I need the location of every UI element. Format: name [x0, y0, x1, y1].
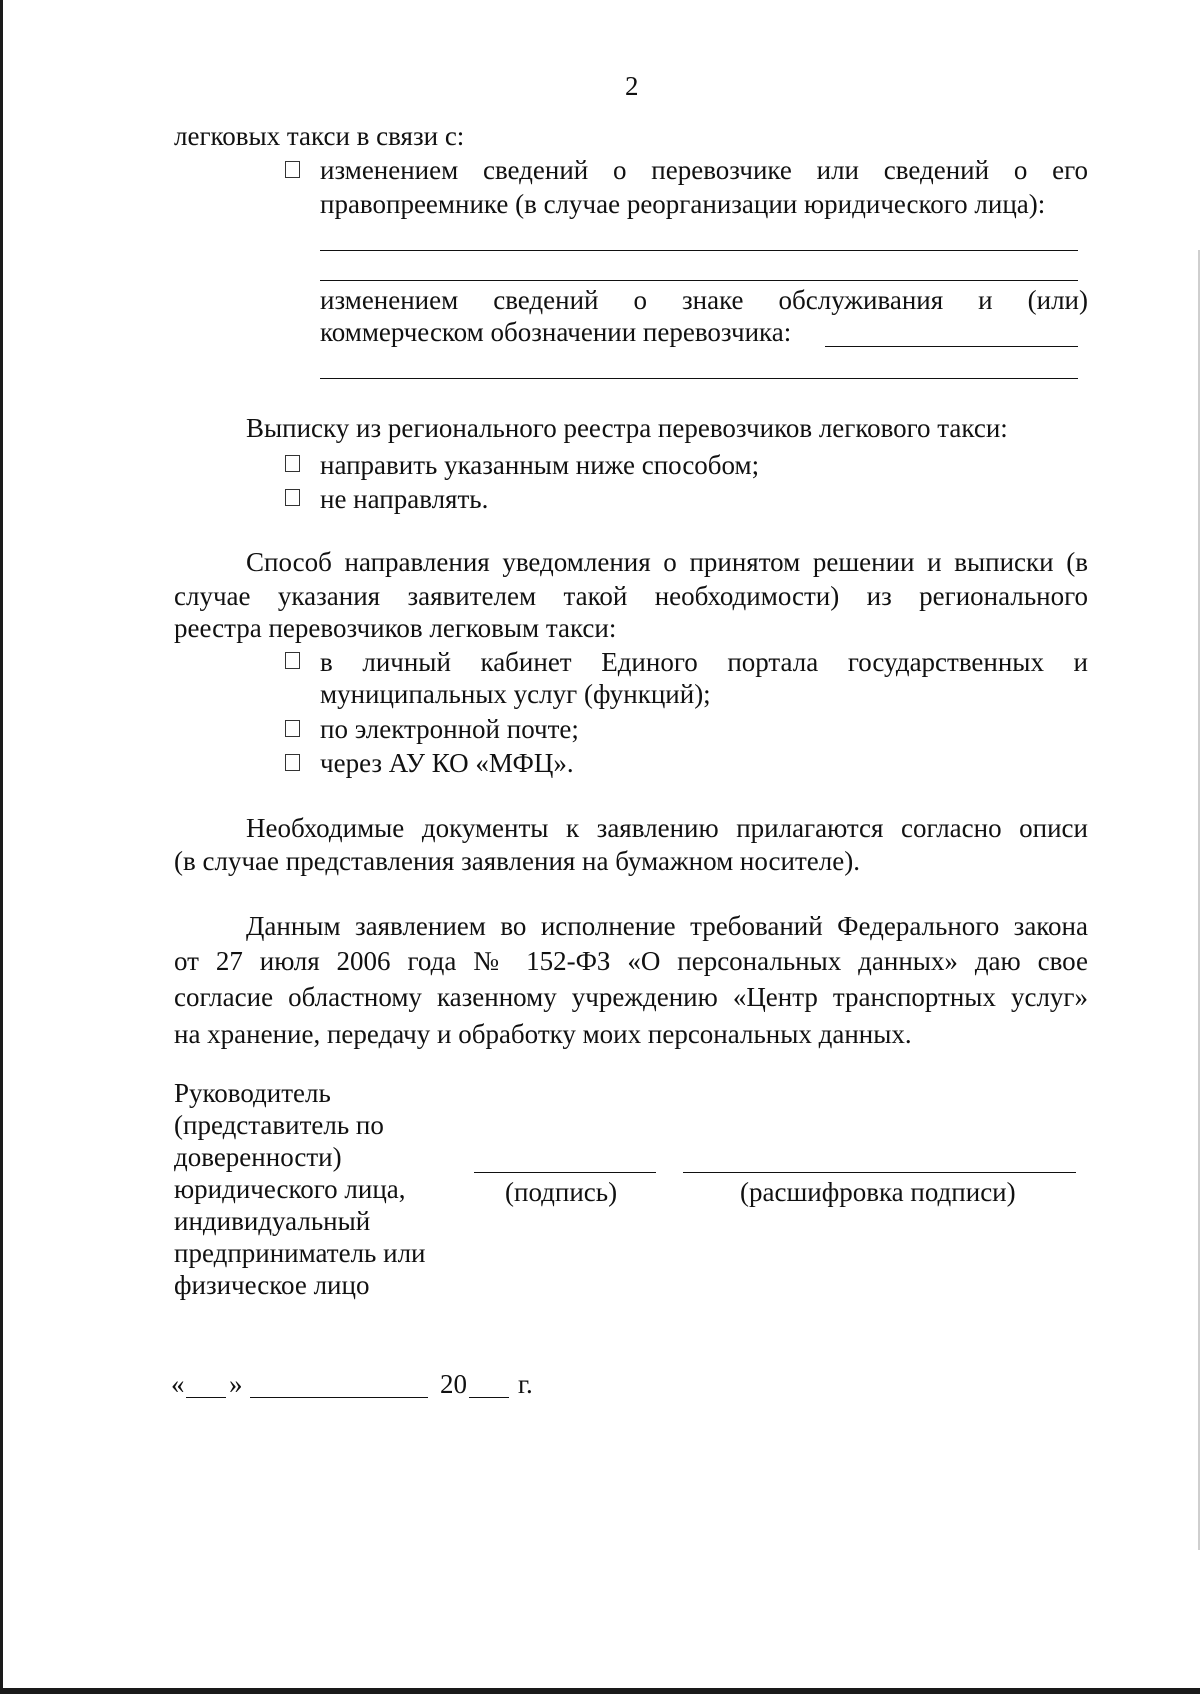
page-number: 2 [625, 71, 639, 101]
checkbox-delivery-email[interactable] [285, 720, 300, 737]
change-carrier-line2: правопреемнике (в случае реорганизации юридического лица): [320, 189, 1046, 219]
scan-edge-left [0, 0, 3, 1694]
signer-line-5: индивидуальный [174, 1206, 371, 1236]
delivery-option-mfc: через АУ КО «МФЦ». [320, 748, 574, 778]
date-month-field[interactable] [250, 1397, 428, 1398]
signer-line-3: доверенности) [174, 1142, 342, 1172]
change-carrier-blank-1[interactable] [320, 250, 1078, 251]
checkbox-delivery-mfc[interactable] [285, 754, 300, 771]
checkbox-extract-send[interactable] [285, 455, 300, 472]
consent-line4: на хранение, передачу и обработку моих персональных данных. [174, 1019, 912, 1049]
signature-decoding-field[interactable] [683, 1172, 1076, 1173]
change-mark-line2: коммерческом обозначении перевозчика: [320, 317, 792, 347]
signature-field[interactable] [474, 1172, 656, 1173]
date-year-prefix: 20 [440, 1369, 467, 1399]
signature-caption: (подпись) [505, 1177, 618, 1207]
signer-line-4: юридического лица, [174, 1174, 406, 1204]
date-year-field[interactable] [469, 1397, 509, 1398]
delivery-line1: Способ направления уведомления о принятом решении и выписки (в [246, 547, 1088, 577]
extract-option-send: направить указанным ниже способом; [320, 450, 760, 480]
change-carrier-line1: изменением сведений о перевозчике или сведений о его [320, 155, 1088, 185]
signer-line-6: предприниматель или [174, 1238, 426, 1268]
signer-line-7: физическое лицо [174, 1270, 370, 1300]
date-open-quote: « [171, 1369, 185, 1399]
checkbox-change-carrier[interactable] [285, 161, 300, 178]
change-carrier-blank-2[interactable] [320, 280, 1078, 281]
signature-decoding-caption: (расшифровка подписи) [740, 1177, 1016, 1207]
scan-edge-bottom [0, 1688, 1200, 1694]
checkbox-extract-no-send[interactable] [285, 489, 300, 506]
date-close-quote: » [229, 1369, 243, 1399]
delivery-line3: реестра перевозчиков легковым такси: [174, 613, 617, 643]
signer-line-2: (представитель по [174, 1110, 384, 1140]
change-mark-blank-inline[interactable] [825, 346, 1078, 347]
delivery-option-portal-line1: в личный кабинет Единого портала государственных и [320, 647, 1088, 677]
documents-line1: Необходимые документы к заявлению прилагаются согласно описи [246, 813, 1088, 843]
extract-heading: Выписку из регионального реестра перевозчиков легкового такси: [246, 413, 1008, 443]
signer-line-1: Руководитель [174, 1078, 331, 1108]
intro-text: легковых такси в связи с: [174, 121, 465, 151]
consent-line2: от 27 июля 2006 года № 152-ФЗ «О персональных данных» даю свое [174, 946, 1088, 976]
delivery-line2: случае указания заявителем такой необходимости) из регионального [174, 581, 1088, 611]
date-day-field[interactable] [186, 1397, 226, 1398]
extract-option-no-send: не направлять. [320, 484, 489, 514]
change-mark-blank[interactable] [320, 378, 1078, 379]
change-mark-line1: изменением сведений о знаке обслуживания и (или) [320, 285, 1088, 315]
consent-line3: согласие областному казенному учреждению «Центр транспортных услуг» [174, 982, 1088, 1012]
delivery-option-portal-line2: муниципальных услуг (функций); [320, 679, 711, 709]
date-year-suffix: г. [518, 1369, 533, 1399]
delivery-option-email: по электронной почте; [320, 714, 579, 744]
documents-line2: (в случае представления заявления на бумажном носителе). [174, 846, 860, 876]
consent-line1: Данным заявлением во исполнение требований Федерального закона [246, 911, 1088, 941]
checkbox-delivery-portal[interactable] [285, 652, 300, 669]
